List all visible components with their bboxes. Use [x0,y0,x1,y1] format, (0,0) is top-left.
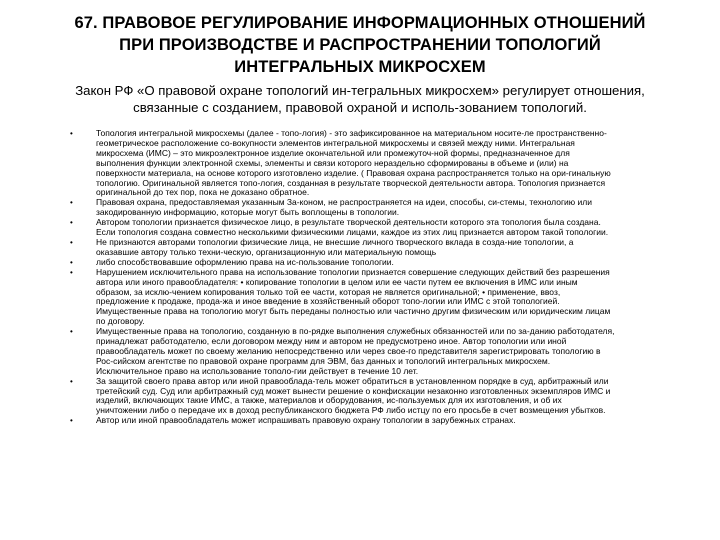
list-item-text-line: образом, за исклю-чением копирования только той ее части, которая не является оригинальной; • применение, ввоз, [96,287,561,297]
list-item-text-line: либо способствовавшие оформлению права на ис-пользование топологии. [96,257,394,267]
list-item-text-line: поверхности материала, на основе которого изготовлено изделие. ( Правовая охрана распространяется только на ори-гинальную [96,168,611,178]
list-item-text-line: третейский суд. Суд или арбитражный суд может вынести решение о конфискации незаконно изготовленных экземпляров ИМС и [96,386,611,396]
bullet-dot-icon: • [70,257,73,267]
list-item-text-line: закодированную информацию, которые могут быть воплощены в топологии. [96,208,400,218]
list-item-text-line: автора или иного правообладателя: • копирование топологии в целом или ее части путем ее включения в ИМС или иным [96,277,578,287]
list-item [70,129,690,198]
list-item-text-line: Если топология создана совместно несколькими физическими лицами, каждое из этих лиц признается автором такой топологии. [96,228,609,238]
list-item-text-line: правообладатель может по своему желанию непосредственно или через свое-го представителя зарегистрировать топологию в [96,346,601,356]
list-item-text-line: микросхема (ИМС) – это микроэлектронное изделие окончательной или промежуточ-ной формы, предназначенное для [96,148,570,158]
list-item-text-line: выполнения функции электронной схемы, элементы и связи которого нераздельно сформированы в объеме и (или) на [96,158,569,168]
list-item-text-line: Не признаются авторами топологии физические лица, не внесшие личного творческого вклада в созда-ние топологии, а [96,237,574,247]
list-item-text-line: по договору. [96,317,145,327]
list-item-text-line: Имущественные права на топологию могут быть переданы полностью или частично другим физическим или юридическим лицам [96,307,611,317]
list-item-text-line: Имущественные права на топологию, созданную в по-рядке выполнения служебных обязанностей или по за-данию работодателя, [96,327,615,337]
slide-subtitle [30,82,690,116]
list-item-text-line: Автором топологии признается физическое лицо, в результате творческой деятельности которого эта топология была создана. [96,218,601,228]
list-item-text-line: Правовая охрана, предоставляемая указанным За-коном, не распространяется на идеи, способы, си-стемы, технологию или [96,198,592,208]
list-item-text-line: оригинальной до тех пор, пока не доказано обратное. [96,188,310,198]
list-item-text-line: Исключительное право на использование тополо-гии действует в течение 10 лет. [96,366,419,376]
bullet-list [70,129,690,426]
bullet-dot-icon: • [70,218,73,228]
bullet-dot-icon: • [70,376,73,386]
list-item [70,268,690,327]
list-item-text-line: предложение к продаже, прода-жа и иное введение в хозяйственный оборот топо-логии или ИМС с этой топологией. [96,297,560,307]
list-item-text-line: уничтожении либо о передаче их в доход республиканского бюджета РФ либо истцу по его просьбе в счет возмещения убытков. [96,406,606,416]
list-item-text-line: геометрическое расположение со-вокупности элементов интегральной микросхемы и связей между ними. Интегральная [96,138,575,148]
list-item [70,198,690,218]
list-item-text-line: Топология интегральной микросхемы (далее - топо-логия) - это зафиксированное на материальном носите-ле пространственно- [96,129,607,138]
list-item [70,416,690,426]
list-item-text-line: Нарушением исключительного права на использование топологии признается совершение следующих действий без разрешения [96,267,610,277]
bullet-dot-icon: • [70,416,73,426]
title-line: 67. ПРАВОВОЕ РЕГУЛИРОВАНИЕ ИНФОРМАЦИОННЫХ ОТНОШЕНИЙ [74,14,646,32]
bullet-dot-icon: • [70,129,73,138]
list-item-text-line: изделий, включающих такие ИМС, а также, материалов и оборудования, ис-пользуемых для их изготовления, и об их [96,396,562,406]
list-item-text-line: За защитой своего права автор или иной правооблада-тель может обратиться в установленном порядке в суд, арбитражный или [96,376,609,386]
bullet-dot-icon: • [70,198,73,208]
list-item-text-line: Рос-сийском агентстве по правовой охране программ для ЭВМ, баз данных и топологий интегральных микросхем. [96,356,551,366]
list-item [70,327,690,377]
list-item [70,238,690,258]
title-line: ИНТЕГРАЛЬНЫХ МИКРОСХЕМ [234,58,486,76]
subtitle-line: связанные с созданием, правовой охраной и исполь-зованием топологий. [133,100,587,115]
title-line: ПРИ ПРОИЗВОДСТВЕ И РАСПРОСТРАНЕНИИ ТОПОЛОГИЙ [119,36,601,54]
subtitle-line: Закон РФ «О правовой охране топологий ин-тегральных микросхем» регулирует отношения, [75,83,645,98]
bullet-dot-icon: • [70,267,73,277]
list-item-text-line: принадлежат работодателю, если договором между ним и автором не предусмотрено иное. Автор топологии или иной [96,337,567,347]
list-item [70,218,690,238]
list-item [70,258,690,268]
bullet-dot-icon: • [70,237,73,247]
list-item-text-line: Автор или иной правообладатель может испрашивать правовую охрану топологии в зарубежных странах. [96,416,516,426]
bullet-dot-icon: • [70,327,73,337]
list-item [70,377,690,417]
list-item-text-line: оказавшие автору только техни-ческую, организационную или материальную помощь [96,247,437,257]
list-item-text-line: топологию. Оригинальной является топо-логия, созданная в результате творческой деятельности автора. Топология признается [96,178,606,188]
slide-title [40,12,680,78]
